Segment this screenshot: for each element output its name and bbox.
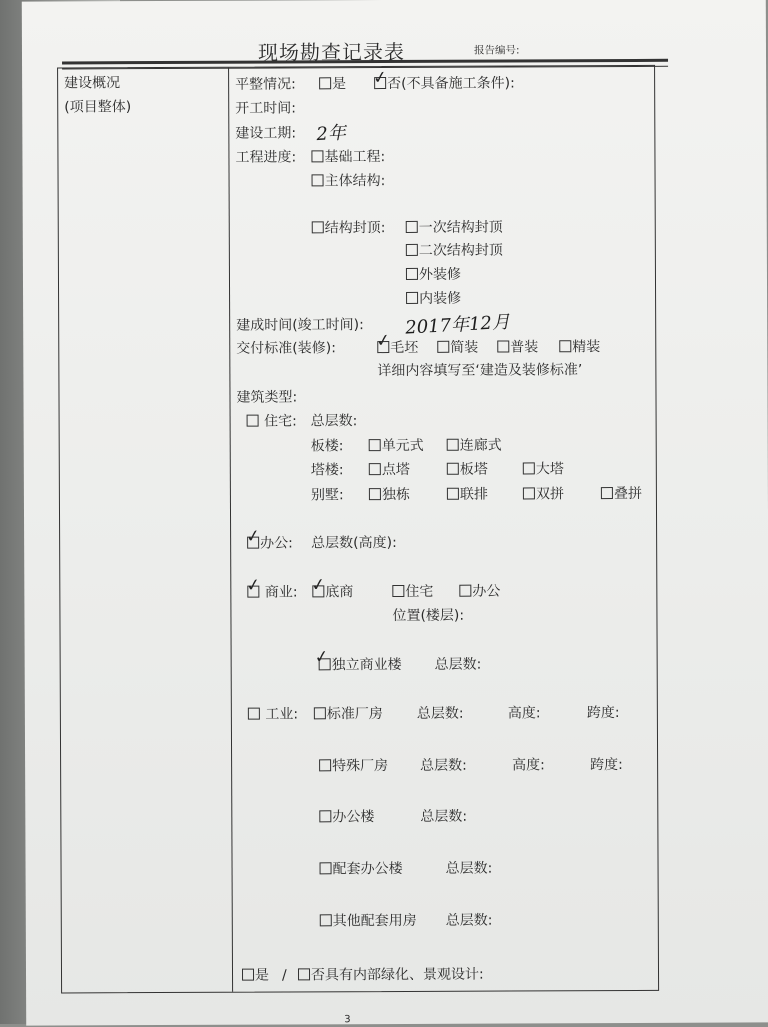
industrial-row-2[interactable]: 特殊厂房 bbox=[319, 757, 388, 775]
checkbox[interactable] bbox=[523, 462, 535, 474]
progress-topping[interactable]: 结构封顶: bbox=[312, 219, 386, 237]
landscape-separator: / bbox=[281, 967, 287, 984]
tower-opt-1[interactable]: 点塔 bbox=[369, 461, 410, 479]
commercial-opt-3[interactable]: 办公 bbox=[459, 583, 500, 601]
checkbox[interactable] bbox=[447, 439, 459, 451]
build-period-label: 建设工期: bbox=[235, 125, 297, 142]
residential-type[interactable]: 住宅: bbox=[247, 412, 297, 430]
industrial-row-3-floors: 总层数: bbox=[420, 808, 468, 825]
check-mark-icon: ✓ bbox=[371, 67, 389, 89]
checkbox[interactable] bbox=[369, 439, 381, 451]
villa-label: 别墅: bbox=[310, 487, 344, 504]
checkbox[interactable] bbox=[319, 77, 331, 89]
column-divider bbox=[228, 68, 233, 992]
slab-opt-1[interactable]: 单元式 bbox=[369, 437, 424, 455]
checkbox[interactable] bbox=[320, 862, 332, 874]
checkbox[interactable] bbox=[312, 221, 324, 233]
progress-main-structure[interactable]: 主体结构: bbox=[312, 172, 386, 190]
completion-value: 2017年12月 bbox=[404, 311, 511, 339]
delivery-opt-4[interactable]: 精装 bbox=[559, 338, 600, 356]
checkbox[interactable] bbox=[242, 969, 254, 981]
check-mark-icon: ✓ bbox=[244, 525, 262, 548]
building-type-label: 建筑类型: bbox=[236, 389, 298, 406]
checkbox[interactable] bbox=[248, 708, 260, 720]
checkbox[interactable] bbox=[406, 268, 418, 280]
check-mark-icon: ✓ bbox=[309, 574, 327, 597]
progress-sub-3[interactable]: 外装修 bbox=[406, 266, 461, 284]
build-period-value: 2年 bbox=[315, 122, 347, 146]
industrial-row-2-height: 高度: bbox=[512, 757, 545, 774]
check-mark-icon: ✓ bbox=[244, 574, 262, 597]
commercial-opt-2[interactable]: 住宅 bbox=[392, 583, 433, 601]
delivery-opt-2[interactable]: 简装 bbox=[437, 339, 478, 357]
industrial-row-1-span: 跨度: bbox=[586, 705, 620, 722]
checkbox[interactable] bbox=[447, 463, 459, 475]
checkbox[interactable] bbox=[406, 292, 418, 304]
check-mark-icon: ✓ bbox=[374, 330, 392, 352]
checkbox[interactable] bbox=[601, 487, 613, 499]
checkbox[interactable] bbox=[497, 341, 509, 353]
checkbox[interactable] bbox=[392, 585, 404, 597]
check-mark-icon: ✓ bbox=[313, 646, 331, 669]
checkbox[interactable] bbox=[447, 488, 459, 500]
villa-opt-4[interactable]: 叠拼 bbox=[601, 485, 642, 503]
villa-opt-1[interactable]: 独栋 bbox=[369, 486, 410, 504]
completion-label: 建成时间(竣工时间): bbox=[236, 317, 364, 334]
industrial-row-1-height: 高度: bbox=[507, 705, 541, 722]
checkbox[interactable] bbox=[369, 488, 381, 500]
slab-opt-2[interactable]: 连廊式 bbox=[447, 437, 502, 455]
report-number-label: 报告编号: bbox=[473, 44, 520, 57]
form-table bbox=[57, 65, 659, 994]
villa-opt-2[interactable]: 联排 bbox=[447, 486, 488, 504]
commercial-standalone[interactable]: 独立商业楼 bbox=[319, 656, 402, 674]
villa-opt-3[interactable]: 双拼 bbox=[523, 485, 564, 503]
document-page bbox=[22, 0, 768, 1026]
leveling-yes[interactable]: 是 bbox=[319, 75, 346, 93]
landscape-no[interactable]: 否具有内部绿化、景观设计: bbox=[298, 966, 484, 985]
landscape-yes[interactable]: 是 bbox=[242, 967, 269, 985]
checkbox[interactable] bbox=[406, 244, 418, 256]
checkbox[interactable] bbox=[559, 340, 571, 352]
checkbox[interactable] bbox=[312, 174, 324, 186]
delivery-note: 详细内容填写至‘建造及装修标准’ bbox=[377, 362, 583, 380]
industrial-row-4-floors: 总层数: bbox=[445, 860, 493, 877]
progress-sub-2[interactable]: 二次结构封顶 bbox=[406, 242, 503, 260]
industrial-row-3[interactable]: 办公楼 bbox=[319, 808, 374, 826]
checkbox[interactable] bbox=[247, 415, 259, 427]
page-number: 3 bbox=[344, 1014, 351, 1026]
industrial-row-5[interactable]: 其他配套用房 bbox=[320, 912, 417, 930]
progress-sub-4[interactable]: 内装修 bbox=[406, 290, 461, 308]
delivery-opt-1[interactable]: 毛坯 bbox=[377, 339, 418, 357]
checkbox[interactable] bbox=[369, 463, 381, 475]
checkbox[interactable] bbox=[314, 707, 326, 719]
checkbox[interactable] bbox=[311, 150, 323, 162]
checkbox[interactable] bbox=[459, 585, 471, 597]
office-floors: 总层数(高度): bbox=[311, 534, 397, 552]
start-time-label: 开工时间: bbox=[235, 100, 296, 117]
delivery-opt-3[interactable]: 普装 bbox=[497, 338, 538, 356]
progress-label: 工程进度: bbox=[235, 149, 297, 166]
section-title: 建设概况 bbox=[64, 75, 121, 92]
residential-floors: 总层数: bbox=[310, 413, 358, 430]
industrial-row-1-floors: 总层数: bbox=[416, 705, 464, 722]
progress-sub-1[interactable]: 一次结构封顶 bbox=[406, 219, 503, 237]
tower-label: 塔楼: bbox=[310, 462, 344, 479]
checkbox[interactable] bbox=[298, 968, 310, 980]
progress-foundation[interactable]: 基础工程: bbox=[311, 148, 385, 166]
checkbox[interactable] bbox=[437, 341, 449, 353]
standalone-floors: 总层数: bbox=[434, 656, 482, 673]
commercial-opt-1[interactable]: 底商 bbox=[312, 583, 353, 601]
leveling-no[interactable]: 否(不具备施工条件): bbox=[374, 74, 515, 93]
office-type[interactable]: 办公: bbox=[247, 534, 293, 552]
industrial-row-1[interactable]: 标准厂房 bbox=[314, 705, 383, 723]
industrial-row-2-span: 跨度: bbox=[590, 757, 623, 774]
checkbox[interactable] bbox=[406, 221, 418, 233]
page-title: 现场勘查记录表 bbox=[257, 39, 406, 65]
checkbox[interactable] bbox=[523, 487, 535, 499]
industrial-type[interactable]: 工业: bbox=[248, 705, 298, 723]
leveling-label: 平整情况: bbox=[235, 76, 296, 93]
industrial-row-4[interactable]: 配套办公楼 bbox=[320, 860, 403, 878]
tower-opt-2[interactable]: 板塔 bbox=[447, 461, 488, 479]
checkbox[interactable] bbox=[319, 810, 331, 822]
tower-opt-3[interactable]: 大塔 bbox=[523, 460, 564, 478]
checkbox[interactable] bbox=[320, 914, 332, 926]
commercial-position: 位置(楼层): bbox=[392, 607, 465, 625]
slab-label: 板楼: bbox=[310, 438, 344, 455]
industrial-row-2-floors: 总层数: bbox=[420, 757, 467, 774]
checkbox[interactable] bbox=[319, 759, 331, 771]
industrial-row-5-floors: 总层数: bbox=[445, 912, 493, 929]
section-subtitle: (项目整体) bbox=[64, 99, 132, 116]
commercial-type[interactable]: 商业: bbox=[247, 583, 297, 601]
delivery-label: 交付标准(装修): bbox=[236, 340, 336, 357]
